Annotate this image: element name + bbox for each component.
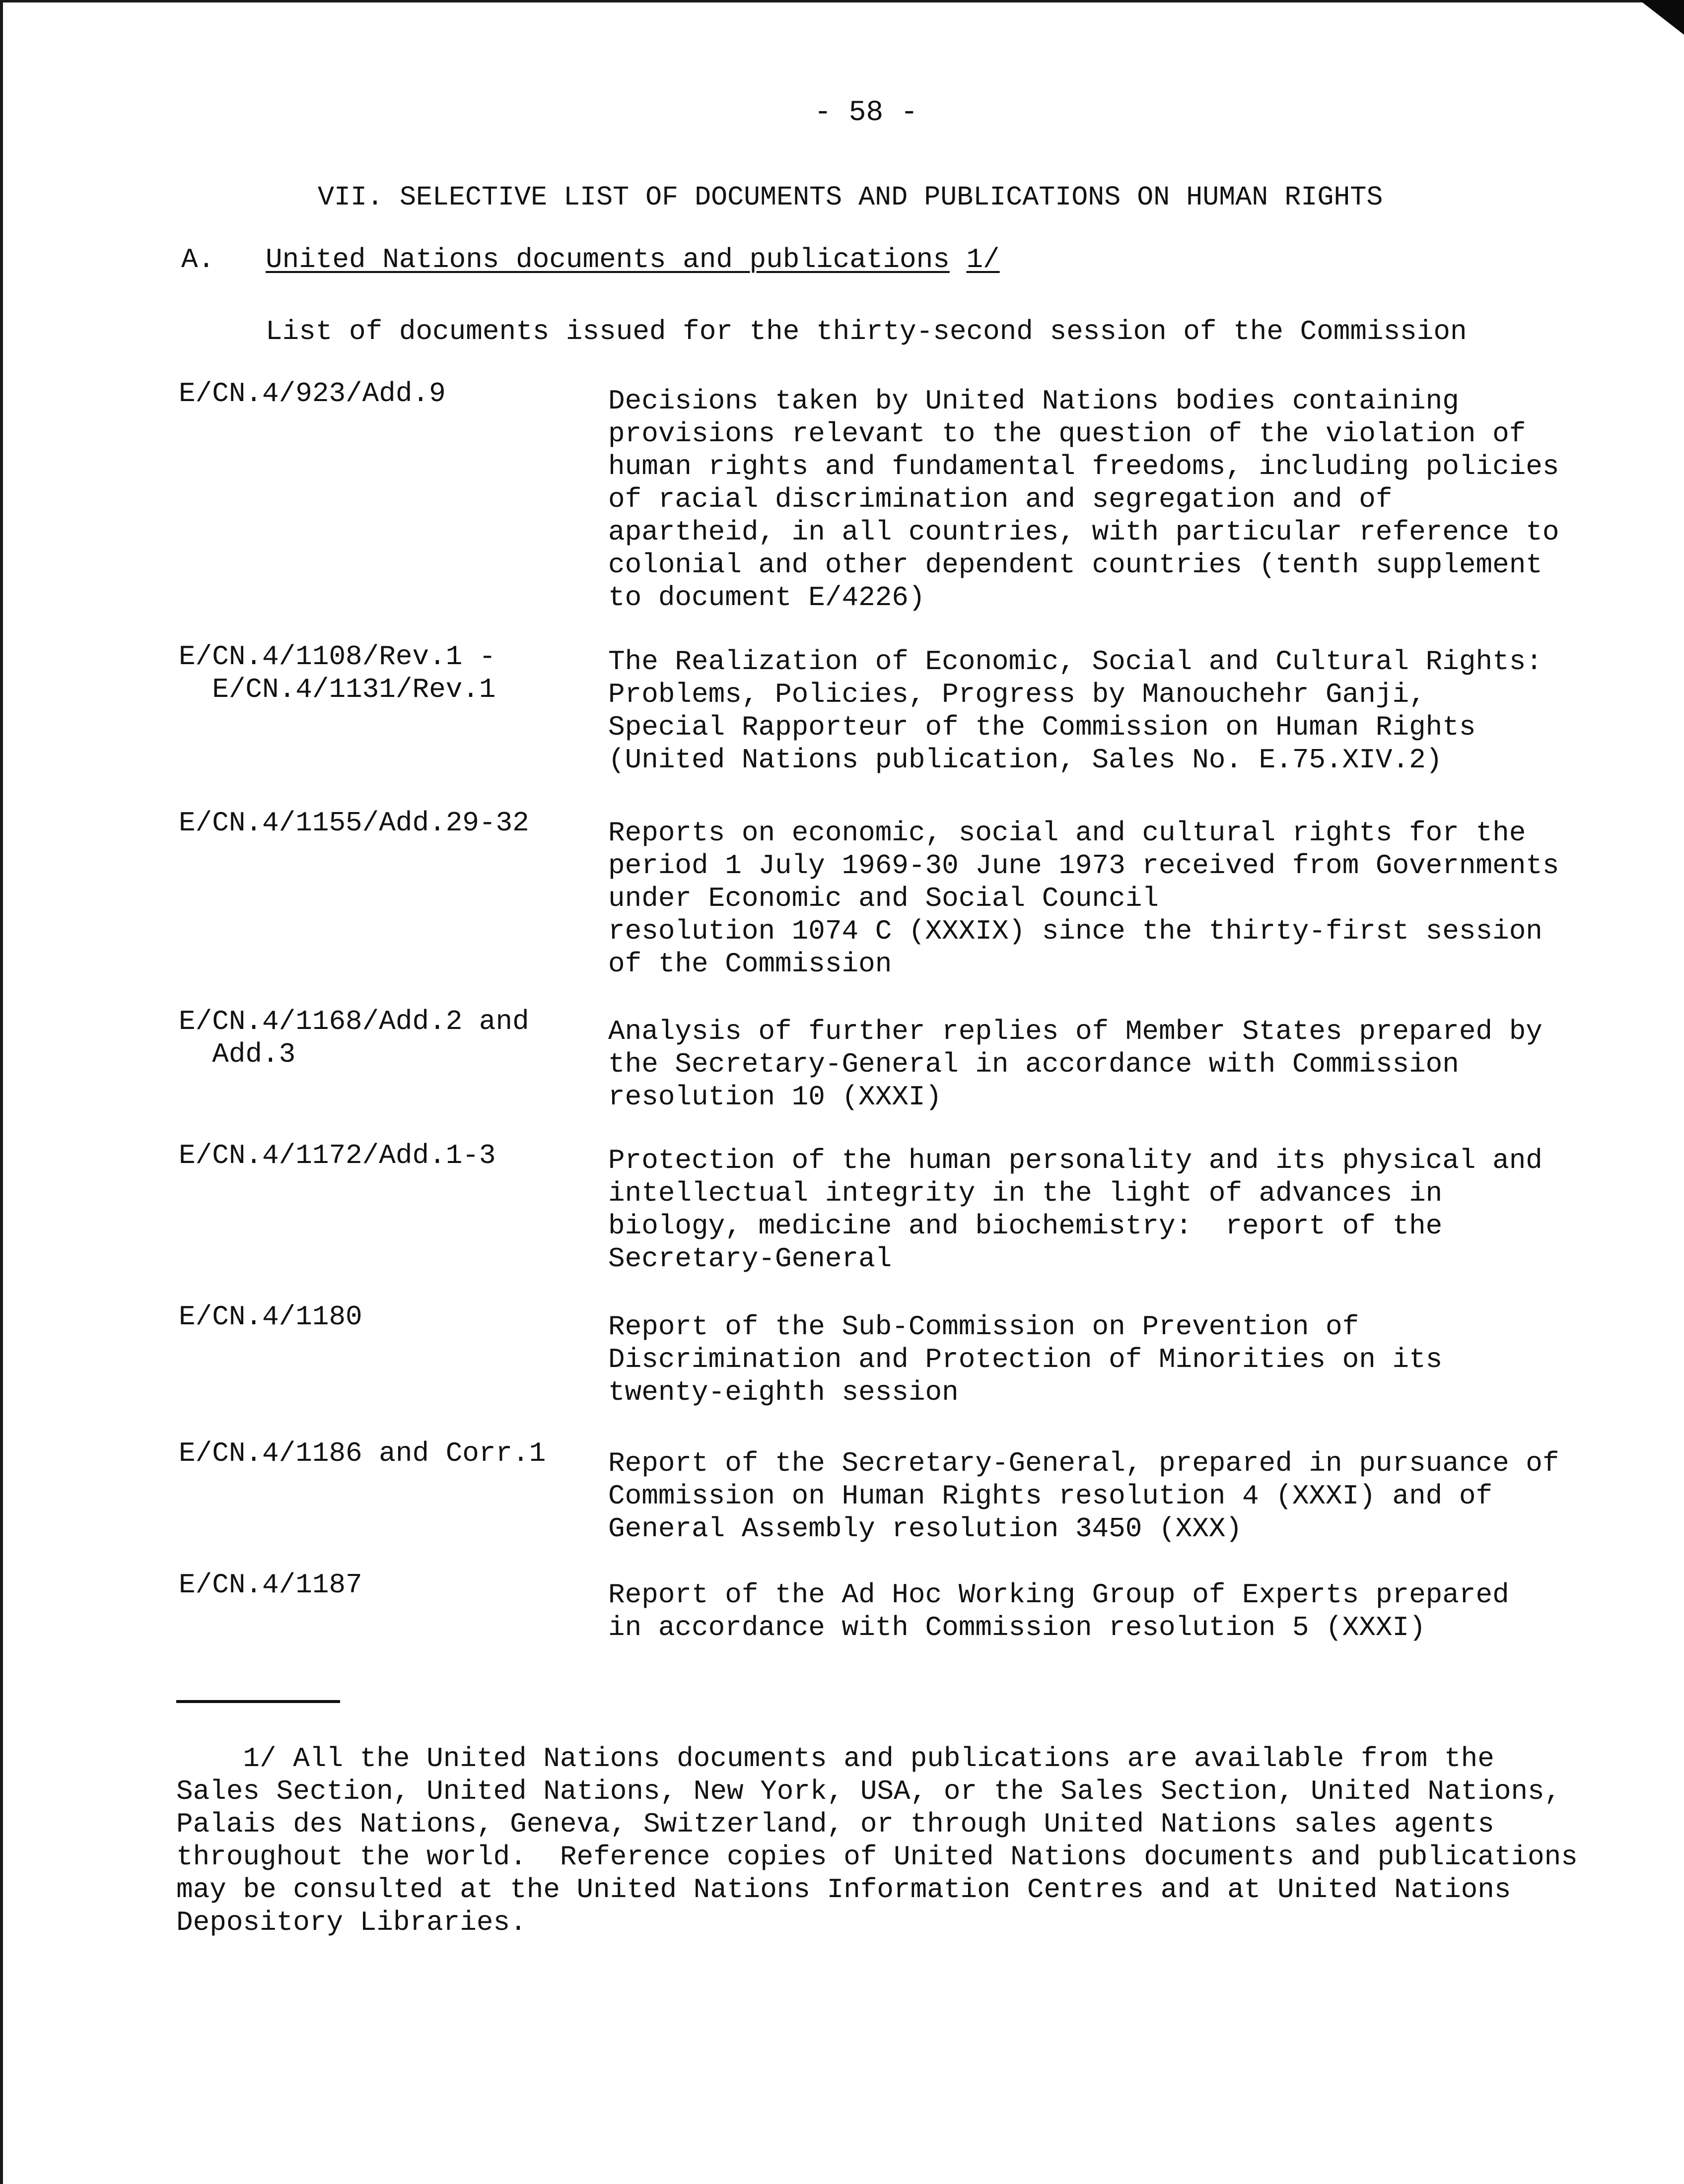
entry-description: Report of the Secretary-General, prepared in pursuance of Commission on Human Rights resolution 4 (XXXI) and of General Assembly resolution 3450 (XXX) (608, 1447, 1559, 1545)
scan-left-edge (0, 0, 3, 2184)
entry-symbol: E/CN.4/1168/Add.2 and Add.3 (179, 1006, 529, 1070)
entry-symbol: E/CN.4/1172/Add.1-3 (179, 1140, 496, 1171)
entry-symbol: E/CN.4/1186 and Corr.1 (179, 1437, 546, 1469)
footnote: 1/ All the United Nations documents and publications are available from the Sales Section, United Nations, New York, USA, or the Sales Section, United Nations, Palais des Nations, Geneva, Switzerland, or through United Nations sales agents throughout the world. Reference copies of United Nations documents and publications may be consulted at the United Nations Information Centres and at United Nations Depository Libraries. (176, 1743, 1578, 1938)
subsection-heading (266, 243, 1000, 276)
subsection-title: United Nations documents and publications (266, 244, 950, 275)
list-intro: List of documents issued for the thirty-second session of the Commission (266, 316, 1467, 347)
footnote-separator (176, 1700, 340, 1703)
page-number: - 58 - (814, 97, 918, 129)
scan-corner-mark (1639, 0, 1684, 35)
scan-top-edge (0, 0, 1684, 2)
entry-symbol: E/CN.4/1180 (179, 1301, 362, 1333)
entry-description: Decisions taken by United Nations bodies containing provisions relevant to the question of the violation of human rights and fundamental freedoms, including policies of racial discrimination and segregation and of apartheid, in all countries, with particular reference to colonial and other dependent countries (tenth supplement to document E/4226) (608, 385, 1559, 614)
entry-symbol: E/CN.4/923/Add.9 (179, 378, 446, 410)
subsection-letter: A. (181, 244, 215, 275)
entry-description: Reports on economic, social and cultural rights for the period 1 July 1969-30 June 1973 received from Governments under Economic and Social Council resolution 1074 C (XXXIX) since the thirty-first session of the Commission (608, 817, 1559, 980)
subsection-footnote-ref: 1/ (966, 244, 1000, 275)
entry-symbol: E/CN.4/1187 (179, 1569, 362, 1601)
entry-description: Analysis of further replies of Member States prepared by the Secretary-General in accordance with Commission resolution 10 (XXXI) (608, 1016, 1543, 1113)
section-title: VII. SELECTIVE LIST OF DOCUMENTS AND PUBLICATIONS ON HUMAN RIGHTS (318, 182, 1383, 213)
entry-description: Report of the Sub-Commission on Prevention of Discrimination and Protection of Minorities on its twenty-eighth session (608, 1311, 1443, 1408)
entry-symbol: E/CN.4/1108/Rev.1 - E/CN.4/1131/Rev.1 (179, 641, 496, 705)
entry-description: Protection of the human personality and its physical and intellectual integrity in the light of advances in biology, medicine and biochemistry: report of the Secretary-General (608, 1145, 1543, 1275)
entry-description: The Realization of Economic, Social and Cultural Rights: Problems, Policies, Progress by Manouchehr Ganji, Special Rapporteur of the Commission on Human Rights (United Nations publication, Sales No. E.75.XIV.2) (608, 646, 1543, 776)
entry-description: Report of the Ad Hoc Working Group of Experts prepared in accordance with Commission resolution 5 (XXXI) (608, 1579, 1509, 1643)
entry-symbol: E/CN.4/1155/Add.29-32 (179, 807, 529, 839)
